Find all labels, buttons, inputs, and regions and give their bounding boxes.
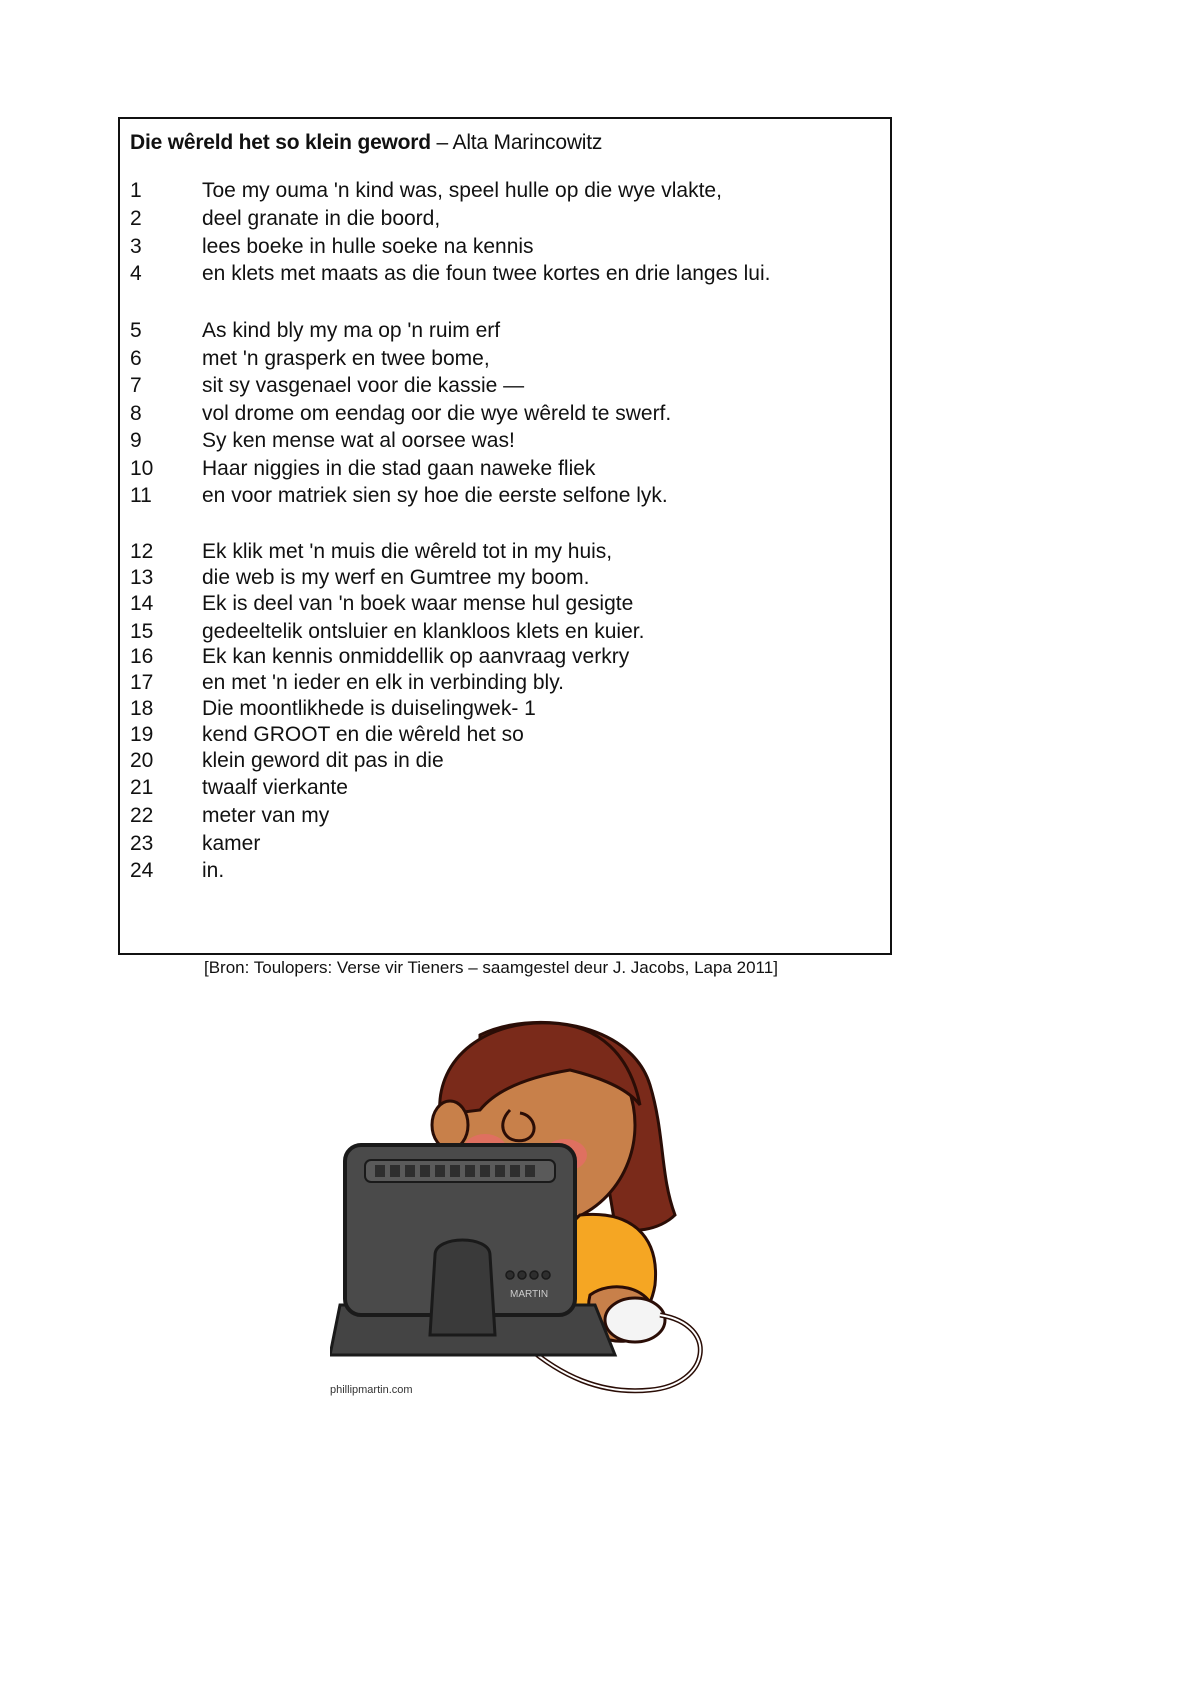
illustration-credit: phillipmartin.com [330,1384,413,1396]
line-text: As kind bly my ma op 'n ruim erf [202,319,501,342]
line-text: sit sy vasgenael voor die kassie — [202,374,525,397]
line-number: 9 [130,429,142,452]
line-text: Haar niggies in die stad gaan naweke fliek [202,457,596,480]
vent-slots [375,1165,535,1177]
line-number: 6 [130,347,142,370]
line-text: klein geword dit pas in die [202,749,444,772]
line-text: Toe my ouma 'n kind was, speel hulle op die wye vlakte, [202,179,722,202]
line-number: 17 [130,671,154,694]
line-text: Ek kan kennis onmiddellik op aanvraag verkry [202,645,630,668]
line-text: lees boeke in hulle soeke na kennis [202,235,534,258]
ear [432,1101,468,1149]
poem-heading [130,131,602,155]
line-text: Ek klik met 'n muis die wêreld tot in my huis, [202,540,613,563]
line-number: 1 [130,179,142,202]
line-number: 21 [130,776,154,799]
line-text: en voor matriek sien sy hoe die eerste selfone lyk. [202,484,668,507]
line-number: 7 [130,374,142,397]
line-text: in. [202,859,225,882]
line-number: 15 [130,620,154,643]
monitor-brand-label: MARTIN [510,1289,549,1300]
line-text: en klets met maats as die foun twee kortes en drie langes lui. [202,262,771,285]
line-text: Sy ken mense wat al oorsee was! [202,429,515,452]
line-number: 5 [130,319,142,342]
line-number: 3 [130,235,142,258]
line-text: Ek is deel van 'n boek waar mense hul gesigte [202,592,634,615]
line-text: met 'n grasperk en twee bome, [202,347,490,370]
line-number: 11 [130,484,152,507]
source-citation: [Bron: Toulopers: Verse vir Tieners – saamgestel deur J. Jacobs, Lapa 2011] [204,958,778,977]
line-number: 20 [130,749,154,772]
poem-box [118,117,892,955]
line-number: 10 [130,457,154,480]
girl-at-computer-illustration [330,1015,800,1495]
line-number: 19 [130,723,154,746]
line-text: kend GROOT en die wêreld het so [202,723,524,746]
line-number: 2 [130,207,142,230]
mouse [605,1298,665,1342]
line-text: gedeeltelik ontsluier en klankloos klets en kuier. [202,620,645,643]
line-number: 16 [130,645,154,668]
line-number: 23 [130,832,154,855]
line-text: en met 'n ieder en elk in verbinding bly. [202,671,564,694]
line-text: Die moontlikhede is duiselingwek- 1 [202,697,536,720]
line-number: 14 [130,592,154,615]
line-number: 8 [130,402,142,425]
line-number: 13 [130,566,154,589]
line-text: kamer [202,832,261,855]
poem-title: Die wêreld het so klein geword [130,131,431,154]
poem-author: – Alta Marincowitz [430,131,603,154]
line-number: 18 [130,697,154,720]
monitor-stand [430,1240,495,1335]
line-number: 4 [130,262,142,285]
line-number: 24 [130,859,154,882]
line-text: meter van my [202,804,330,827]
line-number: 12 [130,540,154,563]
line-number: 22 [130,804,154,827]
line-text: twaalf vierkante [202,776,348,799]
line-text: vol drome om eendag oor die wye wêreld te swerf. [202,402,672,425]
line-text: deel granate in die boord, [202,207,441,230]
line-text: die web is my werf en Gumtree my boom. [202,566,590,589]
